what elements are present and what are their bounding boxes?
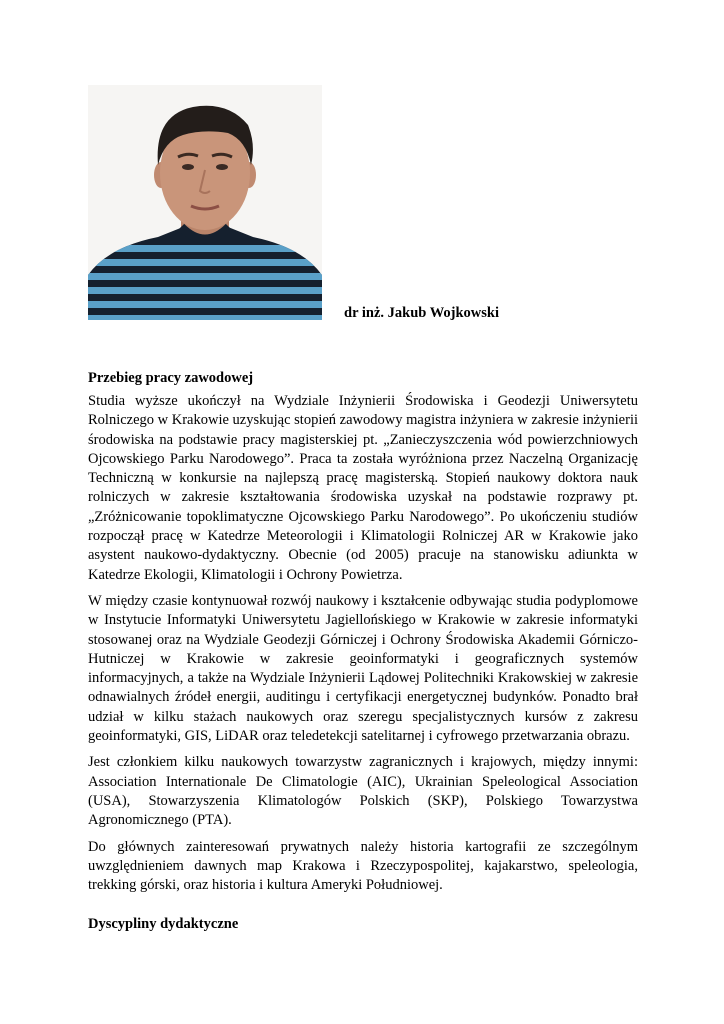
paragraph-memberships: Jest członkiem kilku naukowych towarzystw zagranicznych i krajowych, między innymi: Association Internationale De Climatologie (AIC), Ukrainian Speleological Association (USA), Stowarzyszenia Klimatologów Polskich (SKP), Polskiego Towarzystwa Agronomicznego (PTA). — [88, 754, 638, 829]
paragraph-interests: Do głównych zainteresowań prywatnych należy historia kartografii ze szczególnym uwzględnieniem dawnych map Krakowa i Rzeczypospolitej, kajakarstwo, speleologia, trekking górski, oraz historia i kultura Ameryki Południowej. — [88, 838, 638, 894]
biography-content — [88, 368, 638, 938]
person-name: dr inż. Jakub Wojkowski — [344, 305, 499, 321]
portrait-photo — [88, 85, 322, 320]
paragraph-development: W między czasie kontynuował rozwój naukowy i kształcenie odbywając studia podyplomowe w Instytucie Informatyki Uniwersytetu Jagiellońskiego w Krakowie w zakresie informatyki stosowanej oraz na Wydziale Geodezji Górniczej i Ochrony Środowiska Akademii Górniczo-Hutniczej w Krakowie w zakresie geoinformatyki i geograficznych systemów informacyjnych, a także na Wydziale Inżynierii Lądowej Politechniki Krakowskiej w zakresie odnawialnych źródeł energii, auditingu i certyfikacji energetycznej budynków. Ponadto brał udział w kilku stażach naukowych oraz szeregu specjalistycznych kursów z zakresu geoinformatyki, GIS, LiDAR oraz teledetekcji satelitarnej i cyfrowego przetwarzania obrazu. — [88, 592, 638, 745]
paragraph-education: Studia wyższe ukończył na Wydziale Inżynierii Środowiska i Geodezji Uniwersytetu Rolniczego w Krakowie uzyskując stopień zawodowy magistra inżyniera w zakresie inżynierii środowiska na podstawie pracy magisterskiej pt. „Zanieczyszczenia wód powierzchniowych Ojcowskiego Parku Narodowego”. Praca ta została wyróżniona przez Naczelną Organizację Techniczną w konkursie na najlepszą pracę magisterską. Stopień naukowy doktora nauk rolniczych w zakresie kształtowania środowiska uzyskał na podstawie rozprawy pt. „Zróżnicowanie topoklimatyczne Ojcowskiego Parku Narodowego”. Po ukończeniu studiów rozpoczął pracę w Katedrze Meteorologii i Klimatologii Rolniczej AR w Krakowie jako asystent naukowo-dydaktyczny. Obecnie (od 2005) pracuje na stanowisku adiunkta w Katedrze Ekologii, Klimatologii i Ochrony Powietrza. — [88, 393, 639, 583]
disciplines-heading: Dyscypliny dydaktyczne — [88, 916, 239, 933]
career-heading: Przebieg pracy zawodowej — [88, 370, 254, 386]
